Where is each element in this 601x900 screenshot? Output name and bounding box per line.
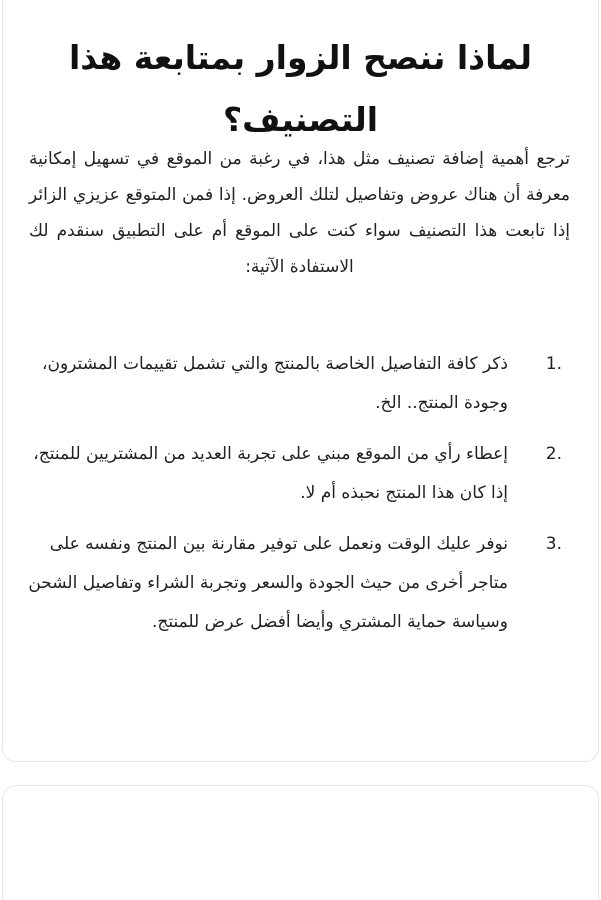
list-item — [23, 435, 578, 513]
list-item-text: ذكر كافة التفاصيل الخاصة بالمنتج والتي تشمل تقييمات المشترون، وجودة المنتج.. الخ. — [42, 354, 508, 413]
list-item-text: إعطاء رأي من الموقع مبني على تجربة العديد من المشتريين للمنتج، إذا كان هذا المنتج نحبذه أم لا. — [33, 444, 508, 503]
article-card — [2, 0, 599, 762]
list-item — [23, 525, 578, 642]
list-item-number: 2. — [545, 444, 562, 464]
next-card — [2, 785, 599, 900]
list-item-number: 1. — [545, 354, 562, 374]
list-item-number: 3. — [545, 534, 562, 554]
list-item — [23, 345, 578, 423]
benefits-list — [23, 345, 578, 654]
list-item-text: نوفر عليك الوقت ونعمل على توفير مقارنة بين المنتج ونفسه على متاجر أخرى من حيث الجودة والسعر وتجربة الشراء وتفاصيل الشحن وسياسة حماية المشتري وأيضا أفضل عرض للمنتج. — [28, 534, 508, 632]
article-intro: ترجع أهمية إضافة تصنيف مثل هذا، في رغبة من الموقع في تسهيل إمكانية معرفة أن هناك عروض وتفاصيل لتلك العروض. إذا فمن المتوقع عزيزي الزائر إذا تابعت هذا التصنيف سواء كنت على الموقع أم على التطبيق سنقدم لك الاستفادة الآتية: — [29, 149, 570, 277]
article-title: لماذا ننصح الزوار بمتابعة هذا التصنيف؟ — [69, 38, 532, 139]
